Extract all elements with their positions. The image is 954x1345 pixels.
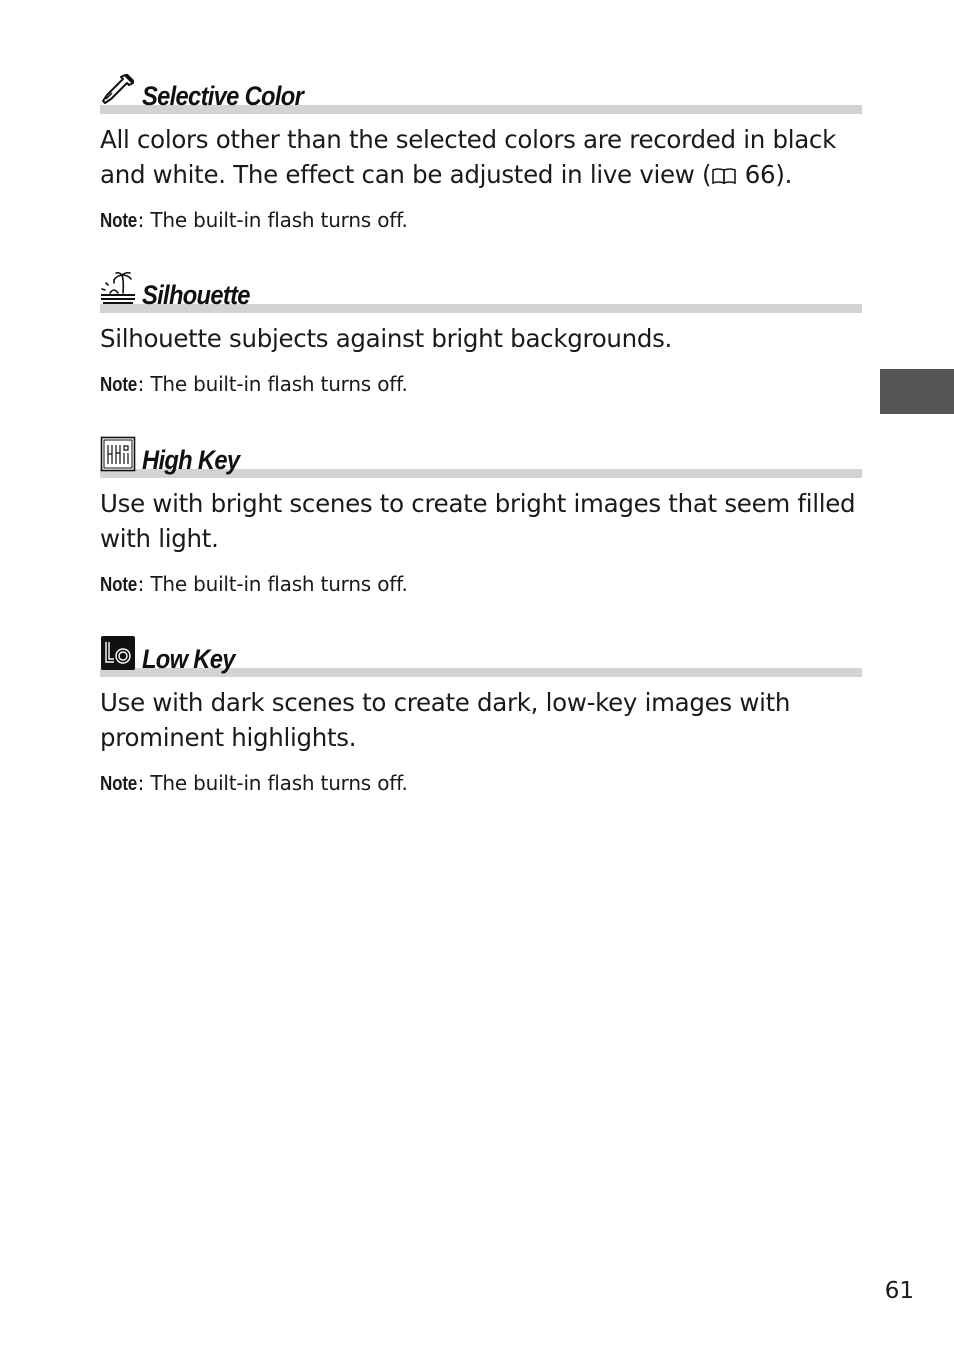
section-title: Selective Color [142,81,304,111]
eyedropper-icon [100,72,136,108]
section-title: High Key [142,445,240,475]
note-text: : The built-in flash turns off. [137,572,408,596]
section-note [100,206,862,235]
section-note [100,370,862,399]
section-description: All colors other than the selected colors are recorded in black and white. The effect can be adjusted in live view ( 66). [100,125,836,189]
section-description: Use with bright scenes to create bright images that seem filled with light. [100,489,856,553]
section-title: Low Key [142,644,235,674]
section-silhouette [100,269,862,399]
section-heading [100,434,862,478]
note-label: Note [100,574,138,596]
note-label: Note [100,210,138,232]
note-text: : The built-in flash turns off. [137,771,408,795]
chapter-tab [880,369,954,414]
section-title: Silhouette [142,280,250,310]
note-label: Note [100,773,138,795]
note-label: Note [100,374,138,396]
page-number: 61 [884,1278,914,1304]
page-reference[interactable]: 66 [737,160,776,189]
section-heading [100,633,862,677]
high-key-icon [100,436,136,472]
note-text: : The built-in flash turns off. [137,208,408,232]
section-note [100,570,862,599]
section-heading [100,269,862,313]
silhouette-icon [100,271,136,307]
section-selective-color [100,70,862,235]
section-description: Use with dark scenes to create dark, low-key images with prominent highlights. [100,688,791,752]
section-note [100,769,862,798]
low-key-icon [100,635,136,671]
section-high-key [100,434,862,599]
section-low-key [100,633,862,798]
book-icon [711,167,737,185]
section-heading [100,70,862,114]
section-description: Silhouette subjects against bright backgrounds. [100,324,673,353]
note-text: : The built-in flash turns off. [137,372,408,396]
